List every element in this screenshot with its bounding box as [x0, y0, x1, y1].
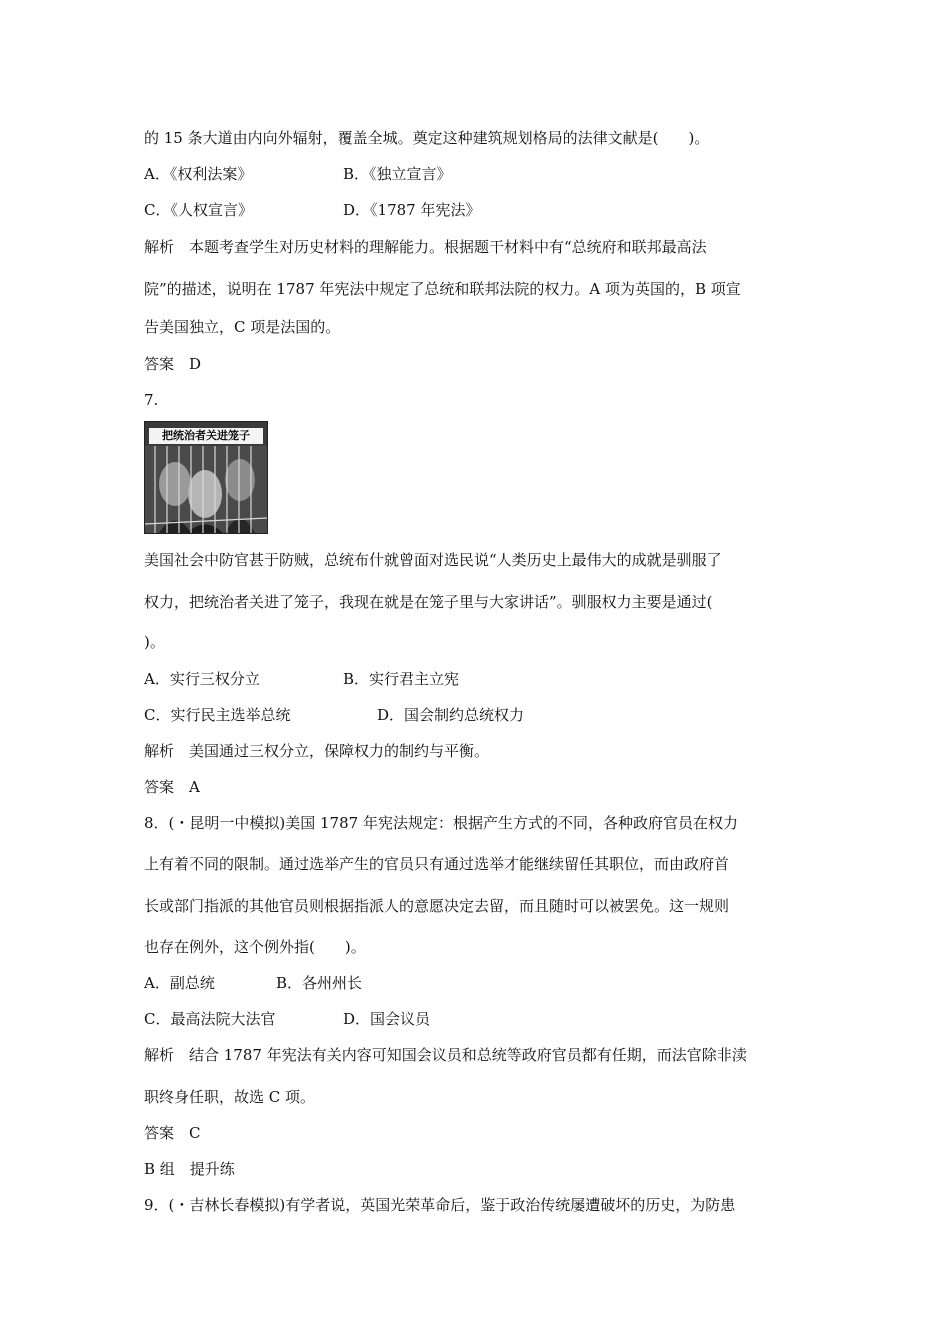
option-b: B．《独立宣言》 [343, 165, 452, 183]
answer-line: 答案 D [144, 355, 202, 373]
text-line: 权力，把统治者关进了笼子，我现在就是在笼子里与大家讲话”。驯服权力主要是通过( [144, 593, 713, 611]
answer-line: 答案 C [144, 1124, 201, 1142]
question-line: 也存在例外，这个例外指( )。 [144, 938, 366, 956]
option-a: A．《权利法案》 [144, 165, 253, 183]
analysis-line: 院”的描述，说明在 1787 年宪法中规定了总统和联邦法院的权力。A 项为英国的，B 项宣 [144, 280, 741, 298]
question-line: 长或部门指派的其他官员则根据指派人的意愿决定去留，而且随时可以被罢免。这一规则 [144, 897, 730, 915]
analysis-line: 解析 结合 1787 年宪法有关内容可知国会议员和总统等政府官员都有任期，而法官除非渎 [144, 1046, 747, 1064]
question-line: 8．(・昆明一中模拟)美国 1787 年宪法规定：根据产生方式的不同，各种政府官员在权力 [144, 814, 738, 832]
section-heading: B 组 提升练 [144, 1160, 235, 1178]
answer-line: 答案 A [144, 778, 200, 796]
question-line: 9．(・吉林长春模拟)有学者说，英国光荣革命后，鉴于政治传统屡遭破坏的历史，为防患 [144, 1196, 736, 1214]
option-a: A．实行三权分立 [144, 670, 260, 688]
option-c: C．最高法院大法官 [144, 1010, 276, 1028]
text-line: )。 [144, 633, 165, 651]
option-b: B．实行君主立宪 [343, 670, 460, 688]
analysis-line: 解析 美国通过三权分立，保障权力的制约与平衡。 [144, 742, 490, 760]
text-line: 的 15 条大道由内向外辐射，覆盖全城。奠定这种建筑规划格局的法律文献是( )。 [144, 129, 710, 147]
option-d: D．国会制约总统权力 [377, 706, 525, 724]
analysis-line: 解析 本题考查学生对历史材料的理解能力。根据题干材料中有“总统府和联邦最高法 [144, 238, 707, 256]
cartoon-title: 把统治者关进笼子 [149, 428, 263, 444]
option-d: D．《1787 年宪法》 [343, 201, 481, 219]
analysis-line: 告美国独立，C 项是法国的。 [144, 318, 341, 336]
question-line: 上有着不同的限制。通过选举产生的官员只有通过选举才能继续留任其职位，而由政府首 [144, 855, 730, 873]
option-c: C．实行民主选举总统 [144, 706, 291, 724]
option-c: C．《人权宣言》 [144, 201, 253, 219]
question-number: 7. [144, 391, 159, 409]
caged-leaders-illustration [145, 446, 267, 533]
cartoon-image [144, 421, 268, 534]
text-line: 美国社会中防官甚于防贼，总统布什就曾面对选民说“人类历史上最伟大的成就是驯服了 [144, 551, 722, 569]
option-b: B．各州州长 [276, 974, 363, 992]
option-a: A．副总统 [144, 974, 215, 992]
option-d: D．国会议员 [343, 1010, 431, 1028]
analysis-line: 职终身任职，故选 C 项。 [144, 1088, 316, 1106]
